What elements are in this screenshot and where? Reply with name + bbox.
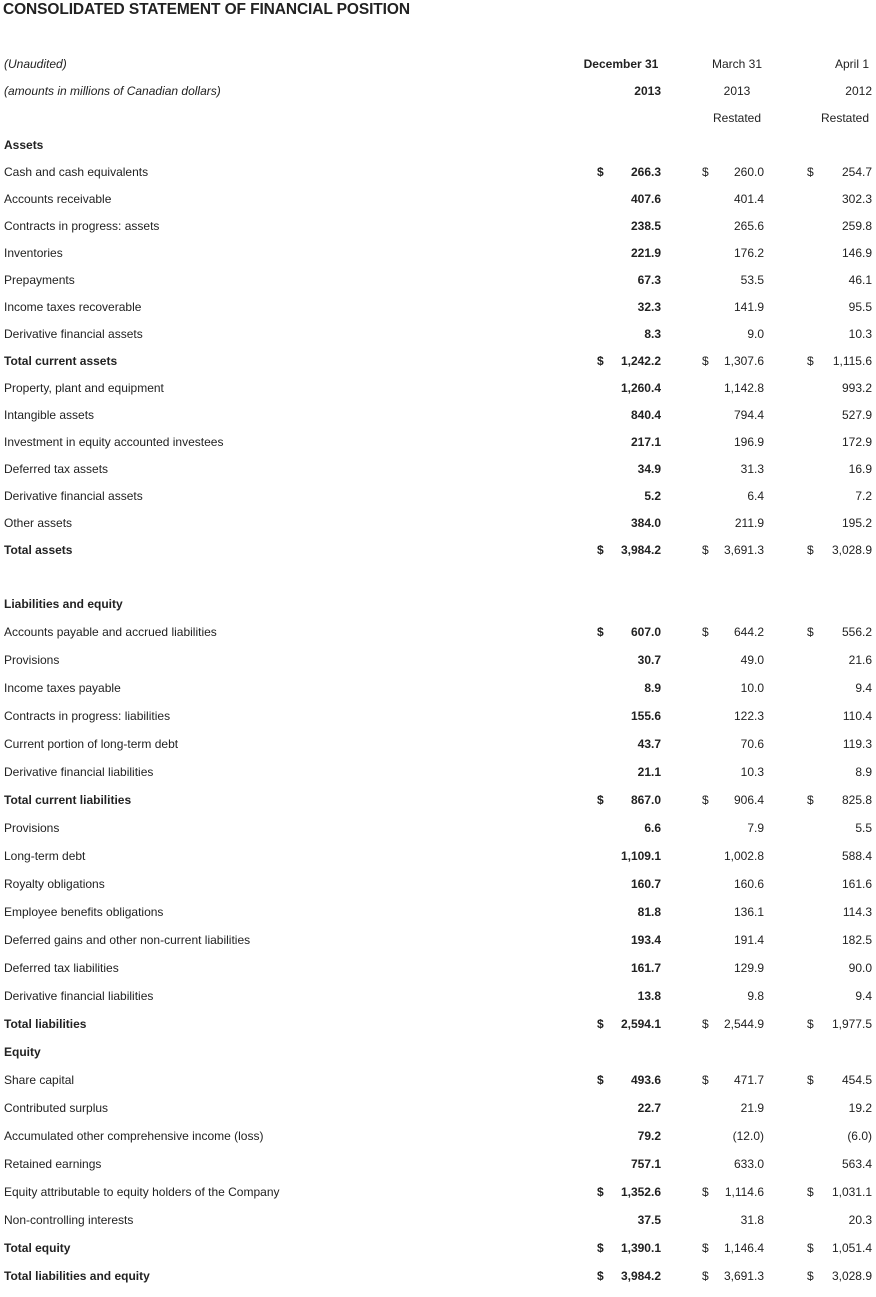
col2-header-line2: 2013 (723, 84, 751, 98)
row-label: Contracts in progress: liabilities (4, 709, 171, 723)
row-label: Intangible assets (4, 408, 95, 422)
value-mar-2013: 1,002.8 (723, 849, 764, 863)
row-label: Deferred tax assets (4, 462, 109, 476)
value-mar-2013: 7.9 (747, 821, 764, 835)
currency-symbol: $ (807, 1269, 814, 1283)
value-mar-2013: 9.0 (747, 327, 764, 341)
value-dec-2013: 32.3 (637, 300, 661, 314)
value-dec-2013: 407.6 (630, 192, 661, 206)
value-mar-2013: 136.1 (733, 905, 764, 919)
value-mar-2013: 1,142.8 (723, 381, 764, 395)
value-apr-2012: 114.3 (842, 905, 872, 919)
value-dec-2013: 13.8 (637, 989, 661, 1003)
currency-symbol: $ (597, 543, 604, 557)
row-label: Prepayments (4, 273, 75, 287)
value-apr-2012: 9.4 (855, 681, 872, 695)
currency-symbol: $ (702, 625, 709, 639)
value-apr-2012: 195.2 (841, 516, 872, 530)
value-dec-2013: 607.0 (630, 625, 661, 639)
value-mar-2013: 9.8 (747, 989, 764, 1003)
value-dec-2013: 30.7 (637, 653, 661, 667)
currency-symbol: $ (807, 625, 814, 639)
value-mar-2013: 1,146.4 (723, 1241, 764, 1255)
section-equity: Equity (4, 1045, 41, 1059)
value-mar-2013: 70.6 (740, 737, 764, 751)
section-liabilities-equity: Liabilities and equity (4, 597, 123, 611)
value-apr-2012: 119.3 (842, 737, 872, 751)
value-apr-2012: 563.4 (841, 1157, 872, 1171)
value-dec-2013: 1,242.2 (620, 354, 661, 368)
value-dec-2013: 266.3 (630, 165, 661, 179)
value-dec-2013: 493.6 (630, 1073, 661, 1087)
value-dec-2013: 8.9 (644, 681, 661, 695)
value-mar-2013: 122.3 (733, 709, 764, 723)
row-label: Share capital (4, 1073, 75, 1087)
value-mar-2013: 3,691.3 (723, 543, 764, 557)
value-dec-2013: 22.7 (637, 1101, 661, 1115)
currency-symbol: $ (597, 1241, 604, 1255)
value-apr-2012: 3,028.9 (831, 1269, 872, 1283)
page-title: CONSOLIDATED STATEMENT OF FINANCIAL POSITION (3, 1, 410, 18)
value-dec-2013: 155.6 (630, 709, 661, 723)
currency-symbol: $ (597, 625, 604, 639)
currency-symbol: $ (807, 165, 814, 179)
value-dec-2013: 8.3 (644, 327, 661, 341)
value-dec-2013: 867.0 (630, 793, 661, 807)
currency-symbol: $ (702, 1073, 709, 1087)
value-dec-2013: 67.3 (637, 273, 661, 287)
value-dec-2013: 1,352.6 (620, 1185, 661, 1199)
row-label: Royalty obligations (4, 877, 105, 891)
currency-symbol: $ (597, 793, 604, 807)
value-apr-2012: 21.6 (848, 653, 872, 667)
row-label: Contributed surplus (4, 1101, 109, 1115)
currency-symbol: $ (807, 1073, 814, 1087)
col3-header-line2: 2012 (845, 84, 872, 98)
value-mar-2013: 10.3 (740, 765, 764, 779)
row-label: Investment in equity accounted investees (4, 435, 224, 449)
row-label: Long-term debt (4, 849, 86, 863)
value-apr-2012: 825.8 (841, 793, 872, 807)
currency-symbol: $ (597, 1073, 604, 1087)
currency-symbol: $ (702, 543, 709, 557)
value-mar-2013: 633.0 (733, 1157, 764, 1171)
value-mar-2013: (12.0) (732, 1129, 764, 1143)
value-apr-2012: 16.9 (848, 462, 872, 476)
value-mar-2013: 906.4 (733, 793, 764, 807)
value-apr-2012: 254.7 (841, 165, 872, 179)
row-label: Retained earnings (4, 1157, 102, 1171)
value-apr-2012: 993.2 (841, 381, 872, 395)
currency-symbol: $ (597, 354, 604, 368)
row-label: Cash and cash equivalents (4, 165, 149, 179)
value-apr-2012: 19.2 (848, 1101, 872, 1115)
row-label: Total liabilities and equity (4, 1269, 150, 1283)
value-apr-2012: (6.0) (847, 1129, 872, 1143)
value-apr-2012: 90.0 (848, 961, 872, 975)
value-mar-2013: 6.4 (747, 489, 764, 503)
value-mar-2013: 260.0 (733, 165, 764, 179)
value-mar-2013: 141.9 (733, 300, 764, 314)
row-label: Provisions (4, 653, 60, 667)
row-label: Accumulated other comprehensive income (loss) (4, 1129, 264, 1143)
value-apr-2012: 556.2 (841, 625, 872, 639)
row-label: Derivative financial liabilities (4, 765, 154, 779)
value-mar-2013: 53.5 (740, 273, 764, 287)
currency-symbol: $ (702, 1269, 709, 1283)
value-mar-2013: 471.7 (733, 1073, 764, 1087)
value-apr-2012: 161.6 (841, 877, 872, 891)
value-apr-2012: 172.9 (841, 435, 872, 449)
value-dec-2013: 238.5 (630, 219, 661, 233)
value-mar-2013: 401.4 (733, 192, 764, 206)
row-label: Contracts in progress: assets (4, 219, 160, 233)
row-label: Total current assets (4, 354, 118, 368)
currency-symbol: $ (702, 1017, 709, 1031)
row-label: Non-controlling interests (4, 1213, 134, 1227)
value-apr-2012: 454.5 (841, 1073, 872, 1087)
value-dec-2013: 81.8 (637, 905, 661, 919)
value-dec-2013: 757.1 (630, 1157, 661, 1171)
value-apr-2012: 259.8 (841, 219, 872, 233)
value-apr-2012: 1,051.4 (831, 1241, 872, 1255)
value-apr-2012: 588.4 (841, 849, 872, 863)
row-label: Accounts payable and accrued liabilities (4, 625, 217, 639)
value-apr-2012: 1,115.6 (832, 354, 872, 368)
value-dec-2013: 193.4 (630, 933, 661, 947)
row-label: Total liabilities (4, 1017, 87, 1031)
value-mar-2013: 129.9 (733, 961, 764, 975)
value-dec-2013: 1,390.1 (620, 1241, 661, 1255)
col3-header-line1: April 1 (834, 57, 869, 71)
currency-symbol: $ (702, 1241, 709, 1255)
currency-symbol: $ (597, 1269, 604, 1283)
value-mar-2013: 31.8 (740, 1213, 764, 1227)
currency-symbol: $ (807, 793, 814, 807)
currency-symbol: $ (702, 1185, 709, 1199)
value-apr-2012: 146.9 (841, 246, 872, 260)
value-dec-2013: 1,260.4 (620, 381, 661, 395)
row-label: Deferred tax liabilities (4, 961, 119, 975)
value-mar-2013: 1,307.6 (723, 354, 764, 368)
currency-symbol: $ (702, 354, 709, 368)
value-mar-2013: 644.2 (733, 625, 764, 639)
row-label: Total assets (4, 543, 73, 557)
value-apr-2012: 9.4 (855, 989, 872, 1003)
value-apr-2012: 20.3 (848, 1213, 872, 1227)
row-label: Derivative financial assets (4, 327, 143, 341)
value-dec-2013: 79.2 (637, 1129, 661, 1143)
value-dec-2013: 5.2 (644, 489, 661, 503)
value-mar-2013: 31.3 (740, 462, 764, 476)
currency-symbol: $ (597, 1017, 604, 1031)
value-dec-2013: 384.0 (630, 516, 661, 530)
col2-header-line3: Restated (712, 111, 762, 125)
row-label: Total equity (4, 1241, 71, 1255)
currency-symbol: $ (702, 165, 709, 179)
col2-header-line1: March 31 (711, 57, 763, 71)
row-label: Inventories (4, 246, 63, 260)
value-mar-2013: 10.0 (740, 681, 764, 695)
value-apr-2012: 7.2 (855, 489, 872, 503)
currency-symbol: $ (597, 1185, 604, 1199)
value-dec-2013: 2,594.1 (620, 1017, 661, 1031)
row-label: Total current liabilities (4, 793, 132, 807)
row-label: Provisions (4, 821, 60, 835)
value-apr-2012: 1,977.5 (831, 1017, 872, 1031)
value-apr-2012: 182.5 (841, 933, 872, 947)
value-apr-2012: 10.3 (848, 327, 872, 341)
col1-header-line2: 2013 (634, 84, 661, 98)
value-mar-2013: 196.9 (733, 435, 764, 449)
value-apr-2012: 527.9 (841, 408, 872, 422)
value-mar-2013: 49.0 (740, 653, 764, 667)
row-label: Employee benefits obligations (4, 905, 164, 919)
currency-symbol: $ (807, 1017, 814, 1031)
value-apr-2012: 5.5 (855, 821, 872, 835)
row-label: Property, plant and equipment (4, 381, 164, 395)
value-dec-2013: 217.1 (630, 435, 661, 449)
value-mar-2013: 160.6 (733, 877, 764, 891)
row-label: Other assets (4, 516, 73, 530)
row-label: Derivative financial assets (4, 489, 143, 503)
value-mar-2013: 21.9 (740, 1101, 764, 1115)
currency-symbol: $ (597, 165, 604, 179)
row-label: Current portion of long-term debt (4, 737, 179, 751)
value-dec-2013: 161.7 (630, 961, 661, 975)
value-mar-2013: 2,544.9 (723, 1017, 764, 1031)
value-dec-2013: 221.9 (630, 246, 661, 260)
value-mar-2013: 265.6 (733, 219, 764, 233)
value-mar-2013: 211.9 (734, 516, 764, 530)
col1-header-line1: December 31 (583, 57, 659, 71)
value-mar-2013: 1,114.6 (724, 1185, 764, 1199)
currency-symbol: $ (807, 354, 814, 368)
value-mar-2013: 191.4 (733, 933, 764, 947)
unaudited-note: (Unaudited) (4, 57, 67, 71)
value-dec-2013: 6.6 (644, 821, 661, 835)
currency-symbol: $ (807, 1185, 814, 1199)
value-dec-2013: 160.7 (630, 877, 661, 891)
value-mar-2013: 176.2 (733, 246, 764, 260)
row-label: Deferred gains and other non-current liabilities (4, 933, 251, 947)
value-apr-2012: 3,028.9 (831, 543, 872, 557)
value-dec-2013: 21.1 (637, 765, 661, 779)
value-apr-2012: 46.1 (848, 273, 872, 287)
row-label: Income taxes recoverable (4, 300, 142, 314)
col3-header-line3: Restated (820, 111, 870, 125)
currency-symbol: $ (702, 793, 709, 807)
section-assets: Assets (4, 138, 44, 152)
value-dec-2013: 1,109.1 (620, 849, 661, 863)
currency-symbol: $ (807, 1241, 814, 1255)
row-label: Equity attributable to equity holders of the Company (4, 1185, 280, 1199)
value-dec-2013: 43.7 (637, 737, 661, 751)
value-dec-2013: 34.9 (637, 462, 661, 476)
value-mar-2013: 3,691.3 (723, 1269, 764, 1283)
value-dec-2013: 3,984.2 (620, 1269, 661, 1283)
row-label: Accounts receivable (4, 192, 112, 206)
value-dec-2013: 37.5 (637, 1213, 661, 1227)
row-label: Income taxes payable (4, 681, 121, 695)
value-dec-2013: 3,984.2 (620, 543, 661, 557)
value-mar-2013: 794.4 (733, 408, 764, 422)
value-apr-2012: 110.4 (842, 709, 872, 723)
currency-symbol: $ (807, 543, 814, 557)
value-apr-2012: 95.5 (848, 300, 872, 314)
units-note: (amounts in millions of Canadian dollars) (4, 84, 221, 98)
value-apr-2012: 1,031.1 (831, 1185, 872, 1199)
row-label: Derivative financial liabilities (4, 989, 154, 1003)
value-dec-2013: 840.4 (630, 408, 661, 422)
value-apr-2012: 302.3 (841, 192, 872, 206)
value-apr-2012: 8.9 (855, 765, 872, 779)
